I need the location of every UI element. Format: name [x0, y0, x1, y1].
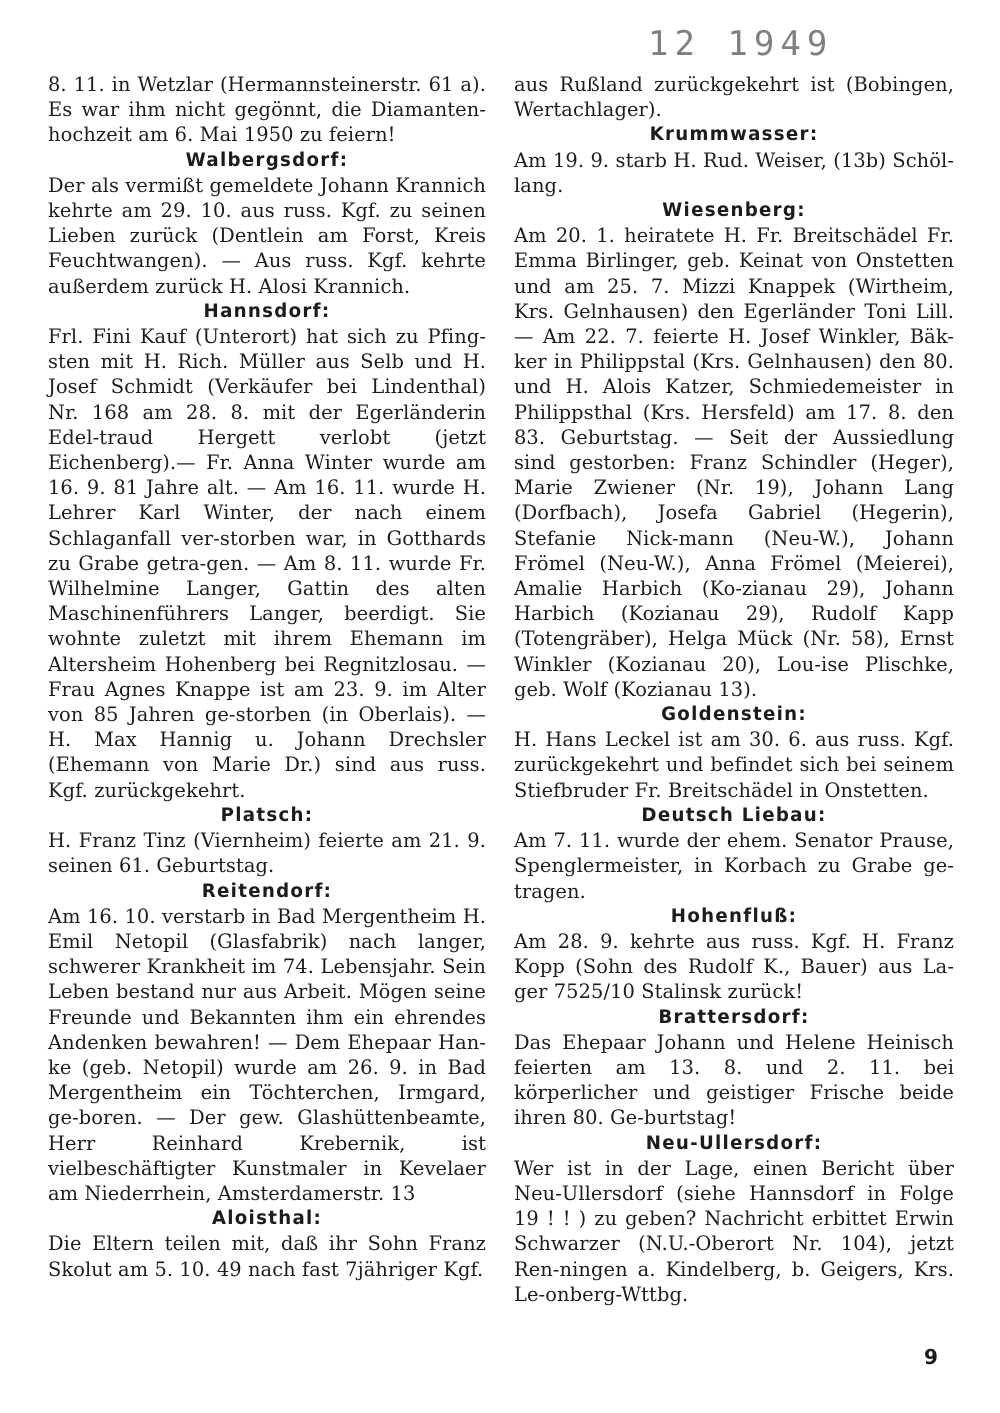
paragraph: Der als vermißt gemeldete Johann Krannich kehrte am 29. 10. aus russ. Kgf. zu seinen Lieben zurück (Dentlein am Forst, Kreis Feuchtwangen). — Aus russ. Kgf. kehrte außerdem zurück H. Alosi Krannich.	[48, 173, 486, 298]
section-heading: Krummwasser:	[649, 124, 819, 146]
paragraph: 8. 11. in Wetzlar (Hermannsteinerstr. 61 a). Es war ihm nicht gegönnt, die Diamanten-hochzeit am 6. Mai 1950 zu feiern!	[48, 73, 486, 147]
paragraph: Am 19. 9. starb H. Rud. Weiser, (13b) Schöl-lang.	[514, 148, 954, 197]
section-heading: Platsch:	[220, 804, 314, 826]
paragraph: Das Ehepaar Johann und Helene Heinisch feierten am 13. 8. und 2. 11. bei körperlicher und geistiger Frische beide ihren 80. Ge-burtstag!	[514, 1030, 954, 1130]
paragraph: H. Hans Leckel ist am 30. 6. aus russ. Kgf. zurückgekehrt und befindet sich bei seinem Stiefbruder Fr. Breitschädel in Onstetten.	[514, 728, 954, 802]
paragraph: Die Eltern teilen mit, daß ihr Sohn Franz Skolut am 5. 10. 49 nach fast 7jähriger Kgf.	[48, 1232, 486, 1281]
right-column	[514, 72, 954, 1307]
section-heading: Reitendorf:	[201, 880, 333, 902]
paragraph: H. Franz Tinz (Viernheim) feierte am 21. 9. seinen 61. Geburtstag.	[48, 829, 486, 878]
paragraph: aus Rußland zurückgekehrt ist (Bobingen, Wertachlager).	[514, 73, 954, 122]
section-heading: Hannsdorf:	[203, 300, 331, 322]
section-heading: Neu-Ullersdorf:	[645, 1132, 823, 1154]
paragraph: Am 16. 10. verstarb in Bad Mergentheim H. Emil Netopil (Glasfabrik) nach langer, schwerer Krankheit im 74. Lebensjahr. Sein Leben bestand nur aus Arbeit. Mögen seine Freunde und Bekannten ihm ein ehrendes Andenken bewahren! — Dem Ehepaar Han-ke (geb. Netopil) wurde am 26. 9. in Bad Mergentheim ein Töchterchen, Irmgard, ge-boren. — Der gew. Glashüttenbeamte, Herr Reinhard Krebernik, ist vielbeschäftigter Kunstmaler in Kevelaer am Niederrhein, Amsterdamerstr. 13	[48, 904, 486, 1205]
section-heading: Deutsch Liebau:	[641, 804, 827, 826]
page-number: 9	[924, 1345, 938, 1369]
paragraph: Am 7. 11. wurde der ehem. Senator Prause, Spenglermeister, in Korbach zu Grabe ge-tragen.	[514, 829, 954, 903]
section-heading: Wiesenberg:	[662, 200, 806, 222]
left-column	[48, 72, 486, 1282]
section-heading: Walbergsdorf:	[185, 149, 349, 171]
section-heading: Brattersdorf:	[658, 1006, 810, 1028]
paragraph: Frl. Fini Kauf (Unterort) hat sich zu Pfing-sten mit H. Rich. Müller aus Selb und H. Josef Schmidt (Verkäufer bei Lindenthal) Nr. 168 am 28. 8. mit der Egerländerin Edel-traud Hergett verlobt (jetzt Eichenberg).— Fr. Anna Winter wurde am 16. 9. 81 Jahre alt. — Am 16. 11. wurde H. Lehrer Karl Winter, der nach einem Schlaganfall ver-storben war, in Gotthards zu Grabe getra-gen. — Am 8. 11. wurde Fr. Wilhelmine Langer, Gattin des alten Maschinenführers Langer, beerdigt. Sie wohnte zuletzt mit ihrem Ehemann im Altersheim Hohenberg bei Regnitzlosau. — Frau Agnes Knappe ist am 23. 9. im Alter von 85 Jahren ge-storben (in Oberlais). — H. Max Hannig u. Johann Drechsler (Ehemann von Marie Dr.) sind aus russ. Kgf. zurückgekehrt.	[48, 325, 486, 802]
date-stamp: 12 1949	[648, 24, 834, 64]
paragraph: Am 20. 1. heiratete H. Fr. Breitschädel Fr. Emma Birlinger, geb. Keinat von Onstetten und am 25. 7. Mizzi Knappek (Wirtheim, Krs. Gelnhausen) den Egerländer Toni Lill. — Am 22. 7. feierte H. Josef Winkler, Bäk-ker in Philippstal (Krs. Gelnhausen) den 80. und H. Alois Katzer, Schmiedemeister in Philippsthal (Krs. Hersfeld) am 17. 8. den 83. Geburtstag. — Seit der Aussiedlung sind gestorben: Franz Schindler (Heger), Marie Zwiener (Nr. 19), Johann Lang (Dorfbach), Josefa Gabriel (Hegerin), Stefanie Nick-mann (Neu-W.), Johann Frömel (Neu-W.), Anna Frömel (Meierei), Amalie Harbich (Ko-zianau 29), Johann Harbich (Kozianau 29), Rudolf Kapp (Totengräber), Helga Mück (Nr. 58), Ernst Winkler (Kozianau 20), Lou-ise Plischke, geb. Wolf (Kozianau 13).	[514, 224, 954, 701]
paragraph: Wer ist in der Lage, einen Bericht über Neu-Ullersdorf (siehe Hannsdorf in Folge 19 ! ! ) zu geben? Nachricht erbittet Erwin Schwarzer (N.U.-Oberort Nr. 104), jetzt Ren-ningen a. Kindelberg, b. Geigers, Krs. Le-onberg-Wttbg.	[514, 1156, 954, 1306]
section-heading: Goldenstein:	[661, 704, 807, 726]
section-heading: Hohenfluß:	[670, 905, 798, 927]
paragraph: Am 28. 9. kehrte aus russ. Kgf. H. Franz Kopp (Sohn des Rudolf K., Bauer) aus La-ger 7525/10 Stalinsk zurück!	[514, 929, 954, 1004]
section-heading: Aloisthal:	[211, 1208, 323, 1230]
